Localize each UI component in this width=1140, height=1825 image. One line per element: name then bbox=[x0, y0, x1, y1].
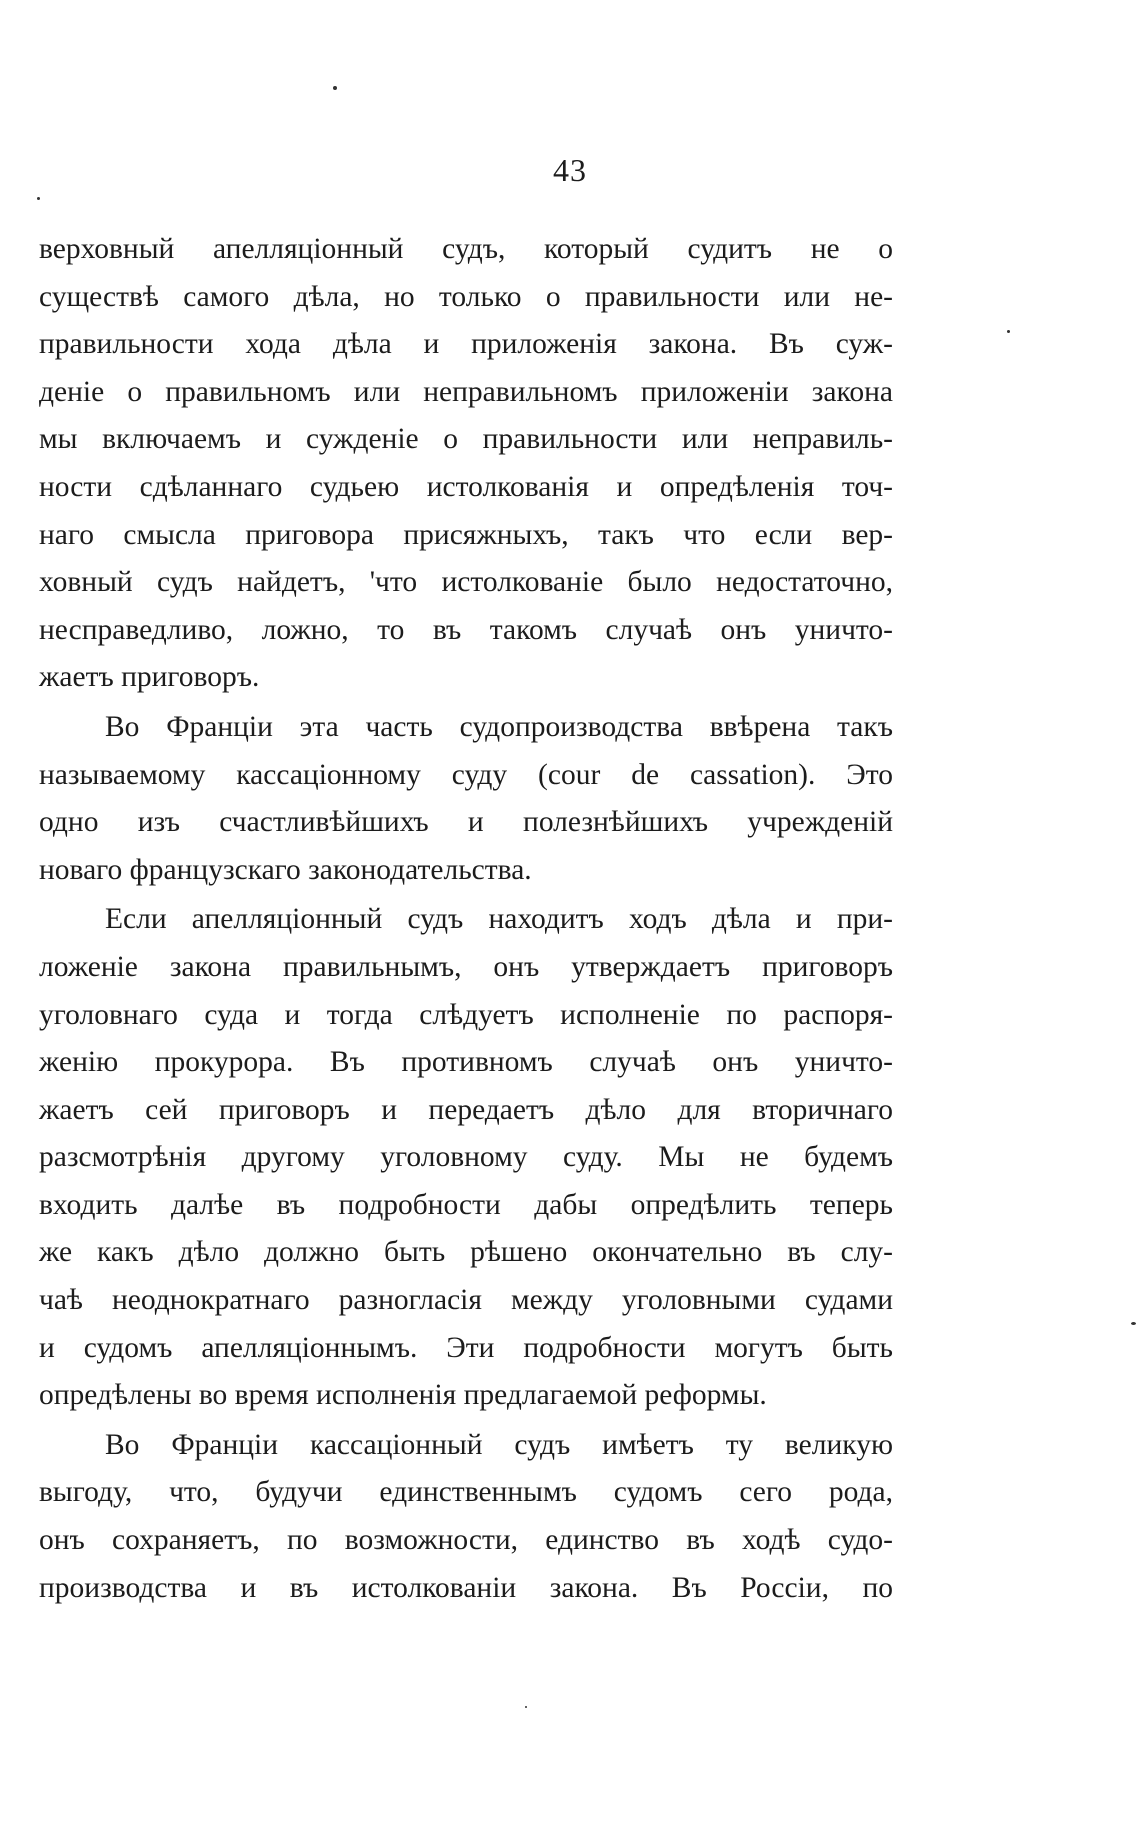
text-line: опредѣлены во время исполненія предлагаемой реформы. bbox=[39, 1379, 767, 1412]
text-line: уголовнаго суда и тогда слѣдуетъ исполненіе по распоря- bbox=[39, 998, 893, 1031]
page-number: 43 bbox=[553, 152, 587, 188]
text-line: и судомъ апелляціоннымъ. Эти подробности могутъ быть bbox=[39, 1331, 893, 1364]
text-line: входить далѣе въ подробности дабы опредѣлить теперь bbox=[39, 1188, 893, 1221]
text-line: ложеніе закона правильнымъ, онъ утверждаетъ приговоръ bbox=[39, 950, 893, 983]
text-line: жаетъ сей приговоръ и передаетъ дѣло для вторичнаго bbox=[39, 1093, 893, 1126]
scan-speck bbox=[333, 86, 337, 90]
text-line: онъ сохраняетъ, по возможности, единство въ ходѣ судо- bbox=[39, 1524, 893, 1557]
body-text bbox=[39, 226, 893, 1612]
text-line: производства и въ истолкованіи закона. Въ Россіи, по bbox=[39, 1571, 893, 1604]
text-line: женію прокурора. Въ противномъ случаѣ онъ уничто- bbox=[39, 1046, 893, 1079]
text-line: выгоду, что, будучи единственнымъ судомъ сего рода, bbox=[39, 1476, 893, 1509]
text-line: называемому кассаціонному суду (cour de cassation). Это bbox=[39, 758, 893, 791]
text-line: Если апелляціонный судъ находитъ ходъ дѣла и при- bbox=[105, 903, 893, 936]
scan-speck bbox=[525, 1706, 527, 1708]
text-line: несправедливо, ложно, то въ такомъ случаѣ онъ уничто- bbox=[39, 613, 893, 646]
scan-speck bbox=[37, 197, 40, 200]
paragraph bbox=[39, 226, 893, 702]
text-line: чаѣ неоднократнаго разногласія между уголовными судами bbox=[39, 1284, 893, 1317]
paragraph bbox=[39, 1422, 893, 1612]
text-line: существѣ самого дѣла, но только о правильности или не- bbox=[39, 280, 893, 313]
text-line: наго смысла приговора присяжныхъ, такъ что если вер- bbox=[39, 518, 893, 551]
scan-speck bbox=[1131, 1322, 1136, 1325]
text-line: одно изъ счастливѣйшихъ и полезнѣйшихъ учрежденій bbox=[39, 806, 893, 839]
paragraph bbox=[39, 896, 893, 1420]
text-line: мы включаемъ и сужденіе о правильности или неправиль- bbox=[39, 423, 893, 456]
text-line: ховный судъ найдетъ, 'что истолкованіе было недостаточно, bbox=[39, 566, 893, 599]
paragraph bbox=[39, 704, 893, 894]
text-line: ности сдѣланнаго судьею истолкованія и опредѣленія точ- bbox=[39, 470, 893, 503]
text-line: жаетъ приговоръ. bbox=[39, 661, 260, 694]
text-line: новаго французскаго законодательства. bbox=[39, 853, 532, 886]
text-line: Во Франціи эта часть судопроизводства ввѣрена такъ bbox=[105, 710, 893, 743]
text-line: Во Франціи кассаціонный судъ имѣетъ ту великую bbox=[105, 1428, 893, 1461]
text-line: же какъ дѣло должно быть рѣшено окончательно въ слу- bbox=[39, 1236, 893, 1269]
scan-speck bbox=[1007, 330, 1010, 333]
text-line: деніе о правильномъ или неправильномъ приложеніи закона bbox=[39, 375, 893, 408]
text-line: правильности хода дѣла и приложенія закона. Въ суж- bbox=[39, 328, 893, 361]
text-line: верховный апелляціонный судъ, который судитъ не о bbox=[39, 233, 893, 265]
text-line: разсмотрѣнія другому уголовному суду. Мы не будемъ bbox=[39, 1141, 893, 1174]
